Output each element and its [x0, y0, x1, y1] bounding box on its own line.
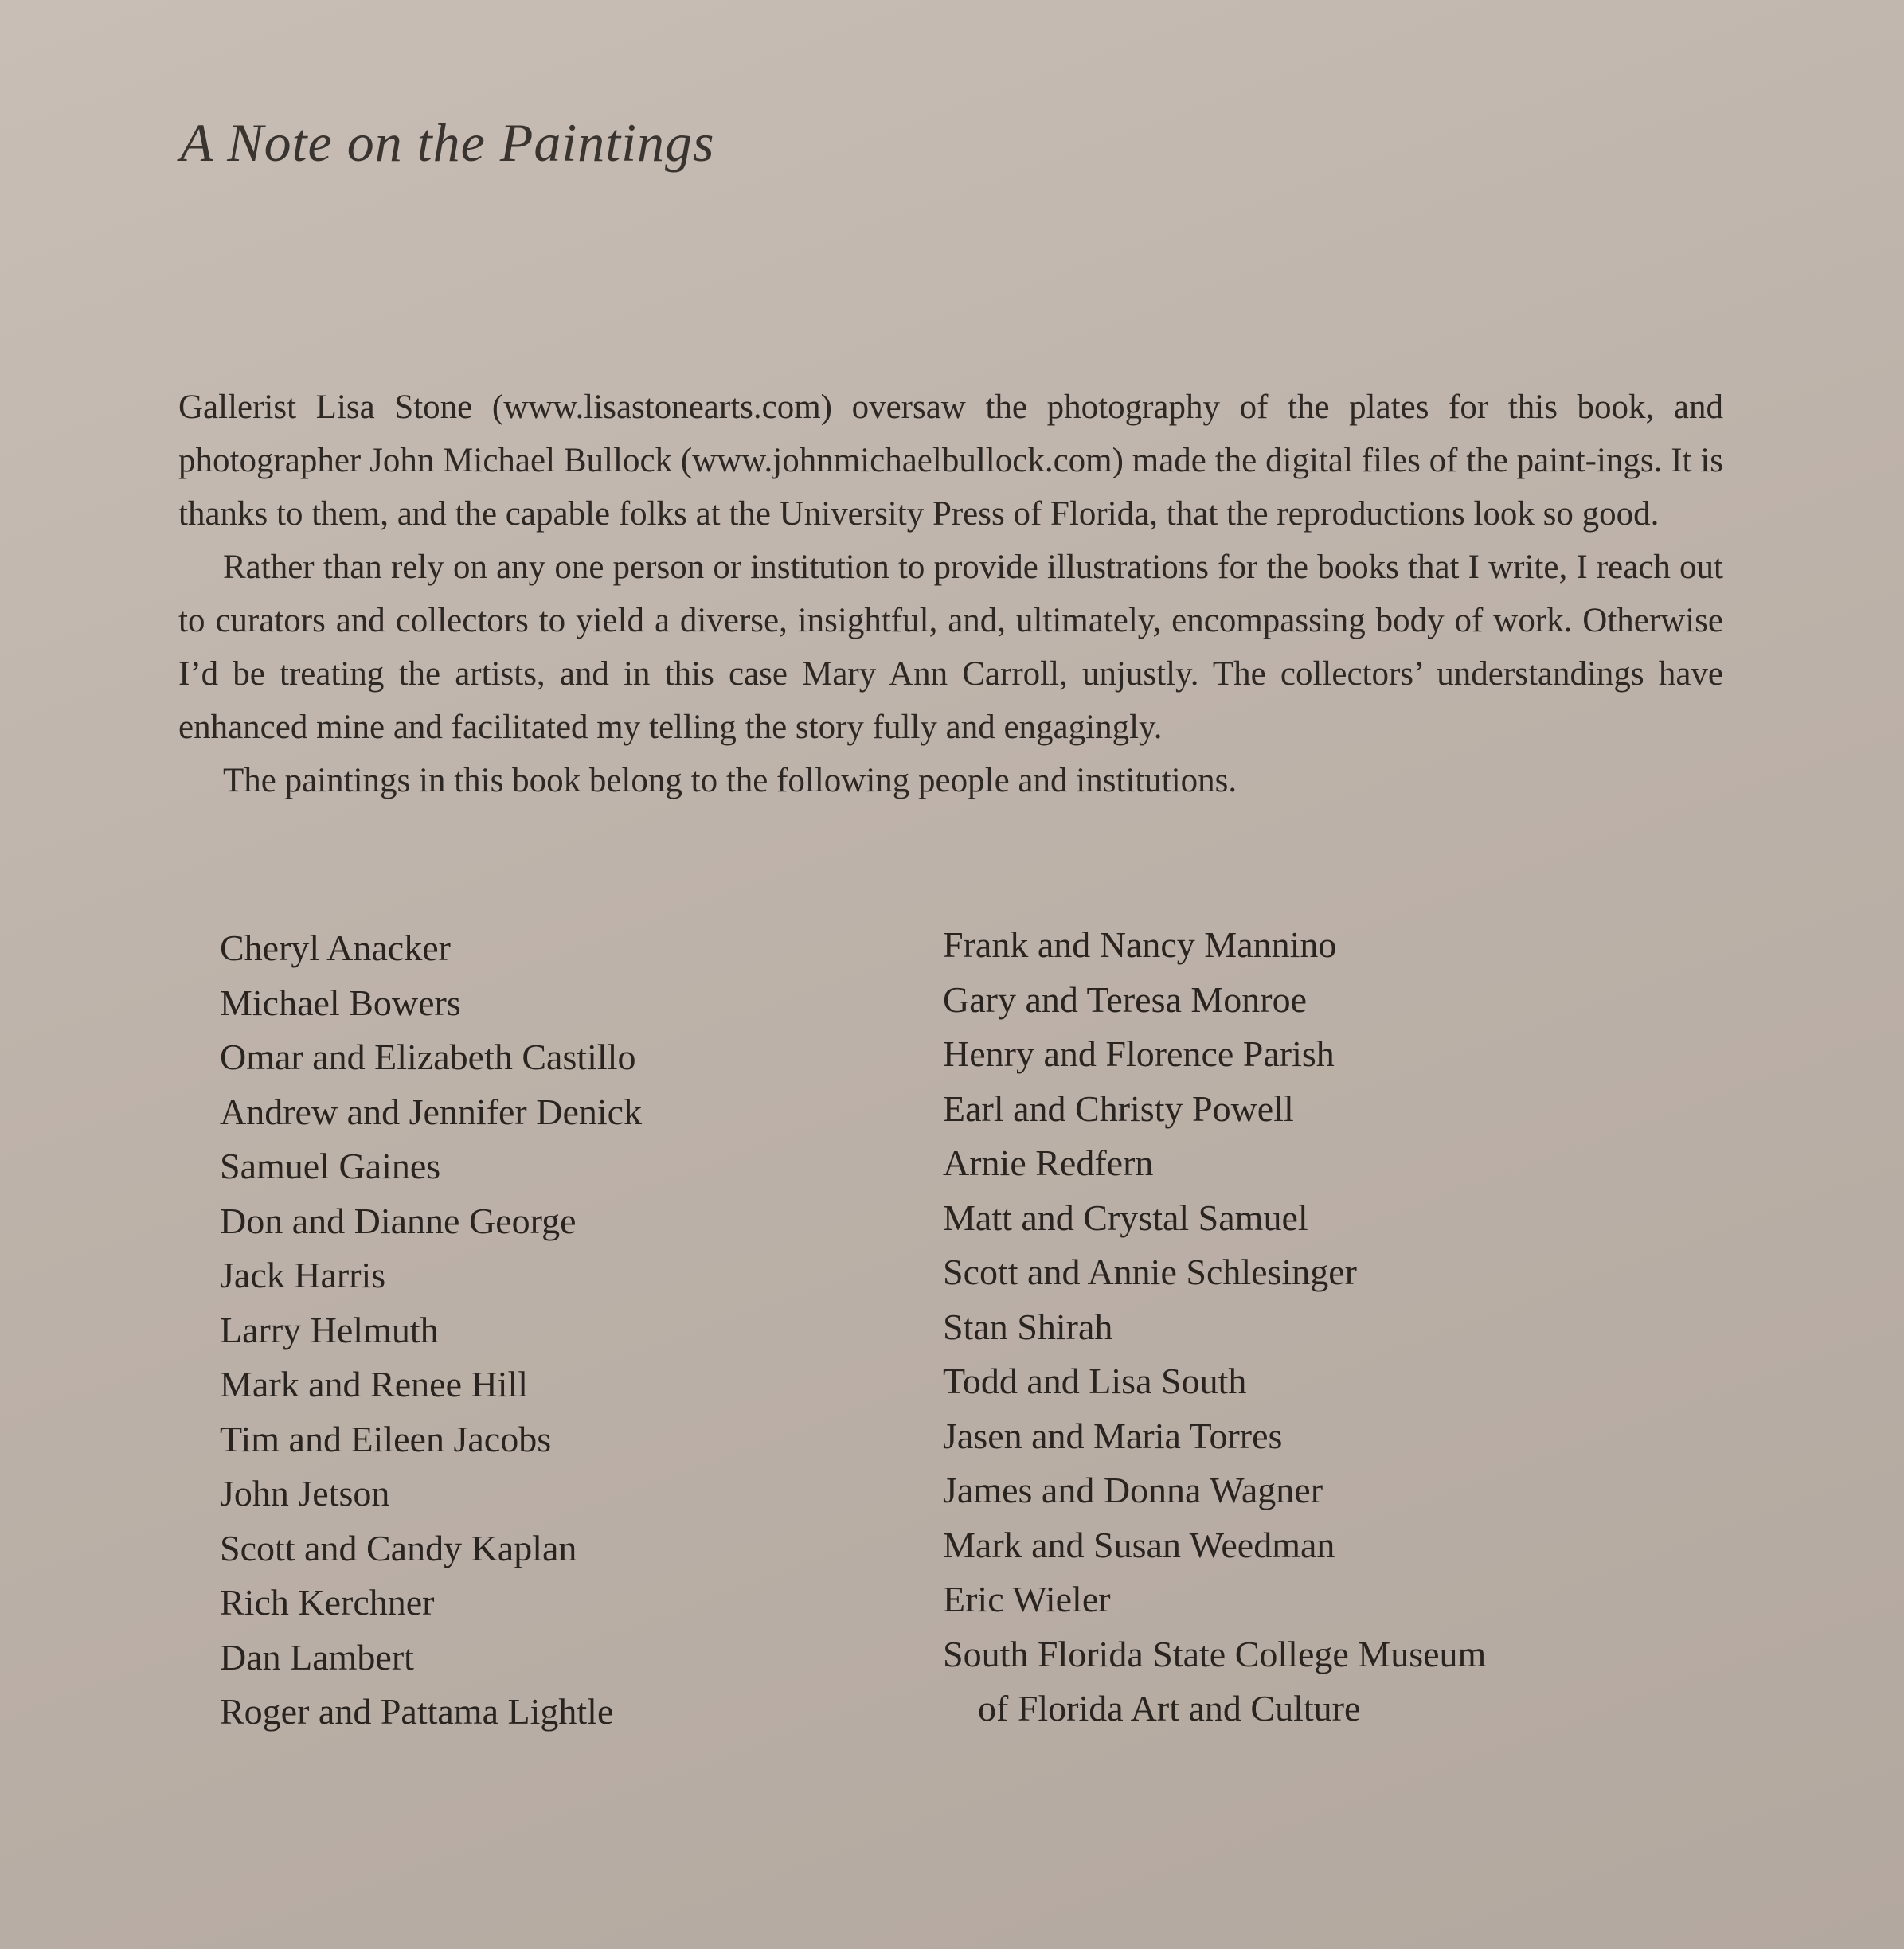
owner-name: Omar and Elizabeth Castillo: [220, 1037, 636, 1077]
owner-name: James and Donna Wagner: [943, 1470, 1323, 1510]
owner-name: Rich Kerchner: [220, 1582, 435, 1623]
owner-name: Mark and Renee Hill: [220, 1364, 529, 1404]
owner-name: Scott and Annie Schlesinger: [943, 1252, 1357, 1292]
owner-name: Frank and Nancy Mannino: [943, 924, 1337, 965]
owner-name: Gary and Teresa Monroe: [943, 978, 1308, 1020]
owner-name: Michael Bowers: [220, 982, 461, 1023]
owner-name: Arnie Redfern: [943, 1142, 1154, 1183]
owner-name: Andrew and Jennifer Denick: [220, 1091, 643, 1132]
owner-name: Don and Dianne George: [220, 1200, 577, 1241]
owner-name: Jasen and Maria Torres: [943, 1415, 1283, 1456]
body-text: [178, 381, 1723, 807]
owners-column-left: [220, 921, 642, 1740]
paragraph-ownership-intro: The paintings in this book belong to the following people and institutions.: [223, 762, 1237, 799]
owner-name: Tim and Eileen Jacobs: [220, 1418, 552, 1459]
owner-name: Roger and Pattama Lightle: [220, 1691, 614, 1732]
owner-name: Cheryl Anacker: [220, 928, 451, 968]
owners-column-right: [943, 918, 1486, 1736]
owner-name: Larry Helmuth: [220, 1309, 439, 1350]
owner-name: Jack Harris: [220, 1255, 386, 1295]
owner-name: Eric Wieler: [943, 1579, 1111, 1619]
owner-name: Earl and Christy Powell: [943, 1088, 1294, 1129]
owner-name: Scott and Candy Kaplan: [220, 1527, 577, 1568]
owners-list: [0, 918, 1904, 1794]
owner-name: South Florida State College Museum: [943, 1633, 1487, 1674]
owner-name: Mark and Susan Weedman: [943, 1524, 1335, 1565]
owner-name: Henry and Florence Parish: [943, 1033, 1335, 1074]
owner-name: John Jetson: [220, 1473, 390, 1514]
paragraph-collectors: Rather than rely on any one person or institution to provide illustrations for the books that I write, I reach out to curators and collectors to yield a diverse, insightful, and, ultimately, encompassing body of work. Otherwise I’d be treating the artists, and in this case Mary Ann Carroll, unjustly. The collectors’ understandings have enhanced mine and facilitated my telling the story fully and engagingly.: [178, 549, 1723, 746]
owner-name: Dan Lambert: [220, 1636, 414, 1678]
paragraph-credits: Gallerist Lisa Stone (www.lisastonearts.com) oversaw the photography of the plates for this book, and photographer John Michael Bullock (www.johnmichaelbullock.com) made the digital files of the paint-ings. It is thanks to them, and the capable folks at the University Press of Florida, that the reproductions look so good.: [178, 389, 1723, 533]
owner-name-continued: of Florida Art and Culture: [978, 1688, 1361, 1728]
owner-name: Matt and Crystal Samuel: [943, 1197, 1308, 1238]
page-title: A Note on the Paintings: [180, 112, 715, 173]
owner-name: Samuel Gaines: [220, 1146, 441, 1186]
owner-name: Stan Shirah: [943, 1306, 1113, 1347]
owner-name: Todd and Lisa South: [943, 1361, 1247, 1401]
